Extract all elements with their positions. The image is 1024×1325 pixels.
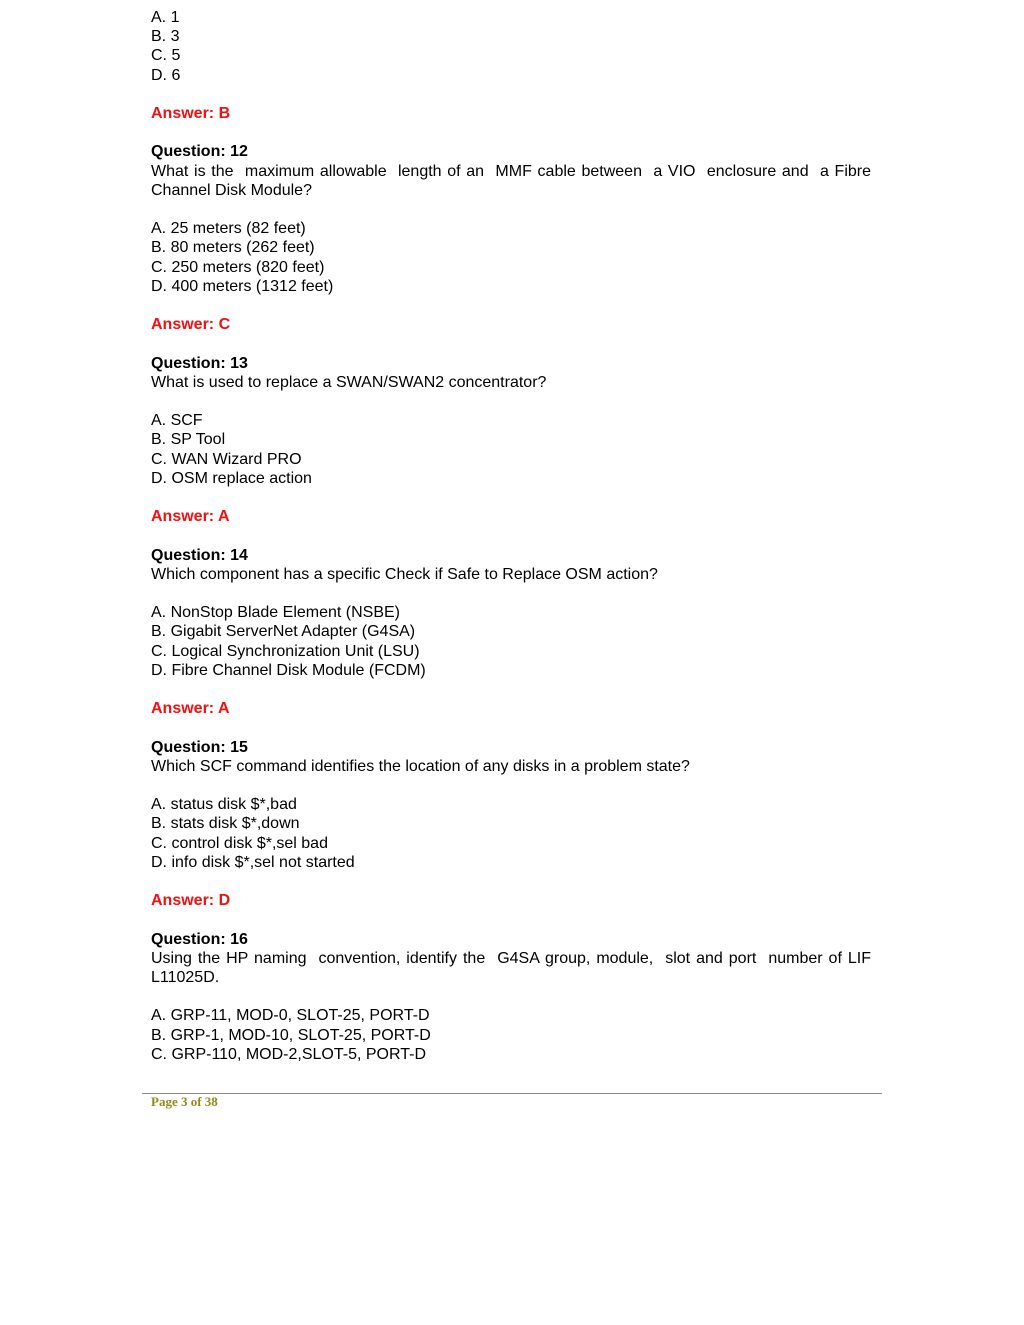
question-block bbox=[151, 354, 871, 546]
option: A. GRP-11, MOD-0, SLOT-25, PORT-D bbox=[151, 1007, 430, 1025]
option: D. 400 meters (1312 feet) bbox=[151, 277, 334, 295]
option: B. SP Tool bbox=[151, 431, 226, 449]
option: A. 25 meters (82 feet) bbox=[151, 220, 306, 238]
question-block bbox=[151, 930, 876, 1064]
page-number: Page 3 of 38 bbox=[151, 1094, 218, 1109]
question-heading: Question: 13 bbox=[151, 354, 248, 372]
question-block bbox=[151, 738, 871, 930]
answer-line: Answer: A bbox=[151, 508, 230, 526]
option: A. 1 bbox=[151, 9, 180, 26]
question-heading: Question: 14 bbox=[151, 546, 248, 564]
prev-question-options bbox=[151, 8, 871, 85]
option: B. 3 bbox=[151, 28, 180, 46]
option: A. status disk $*,bad bbox=[151, 796, 297, 814]
question-text: Using the HP naming convention, identify the G4SA group, module, slot and port number of LIF L11025D. bbox=[151, 949, 876, 986]
option: A. NonStop Blade Element (NSBE) bbox=[151, 604, 401, 622]
footer-divider bbox=[142, 1093, 882, 1094]
answer-line: Answer: A bbox=[151, 700, 230, 718]
question-text: What is used to replace a SWAN/SWAN2 concentrator? bbox=[151, 373, 547, 391]
option: D. OSM replace action bbox=[151, 469, 312, 487]
question-block bbox=[151, 546, 871, 738]
question-text: Which component has a specific Check if Safe to Replace OSM action? bbox=[151, 565, 658, 583]
option: B. stats disk $*,down bbox=[151, 815, 300, 833]
option: A. SCF bbox=[151, 412, 203, 430]
answer-line: Answer: C bbox=[151, 316, 231, 334]
option: C. control disk $*,sel bad bbox=[151, 834, 328, 852]
answer-line: Answer: D bbox=[151, 892, 231, 910]
option: D. Fibre Channel Disk Module (FCDM) bbox=[151, 661, 426, 679]
option: C. 250 meters (820 feet) bbox=[151, 258, 325, 276]
option: B. GRP-1, MOD-10, SLOT-25, PORT-D bbox=[151, 1026, 431, 1044]
option: C. GRP-110, MOD-2,SLOT-5, PORT-D bbox=[151, 1045, 427, 1063]
option: D. info disk $*,sel not started bbox=[151, 853, 355, 871]
question-heading: Question: 12 bbox=[151, 143, 248, 161]
question-text: What is the maximum allowable length of an MMF cable between a VIO enclosure and a Fibre Channel Disk Module? bbox=[151, 162, 876, 199]
document-body bbox=[151, 8, 876, 1064]
question-heading: Question: 15 bbox=[151, 738, 248, 756]
question-heading: Question: 16 bbox=[151, 930, 248, 948]
question-block bbox=[151, 142, 876, 353]
option: D. 6 bbox=[151, 66, 181, 84]
answer-line: Answer: B bbox=[151, 105, 231, 122]
option: C. 5 bbox=[151, 47, 181, 65]
option: B. 80 meters (262 feet) bbox=[151, 239, 315, 257]
question-text: Which SCF command identifies the location of any disks in a problem state? bbox=[151, 757, 690, 775]
option: C. Logical Synchronization Unit (LSU) bbox=[151, 642, 420, 660]
option: C. WAN Wizard PRO bbox=[151, 450, 302, 468]
option: B. Gigabit ServerNet Adapter (G4SA) bbox=[151, 623, 416, 641]
